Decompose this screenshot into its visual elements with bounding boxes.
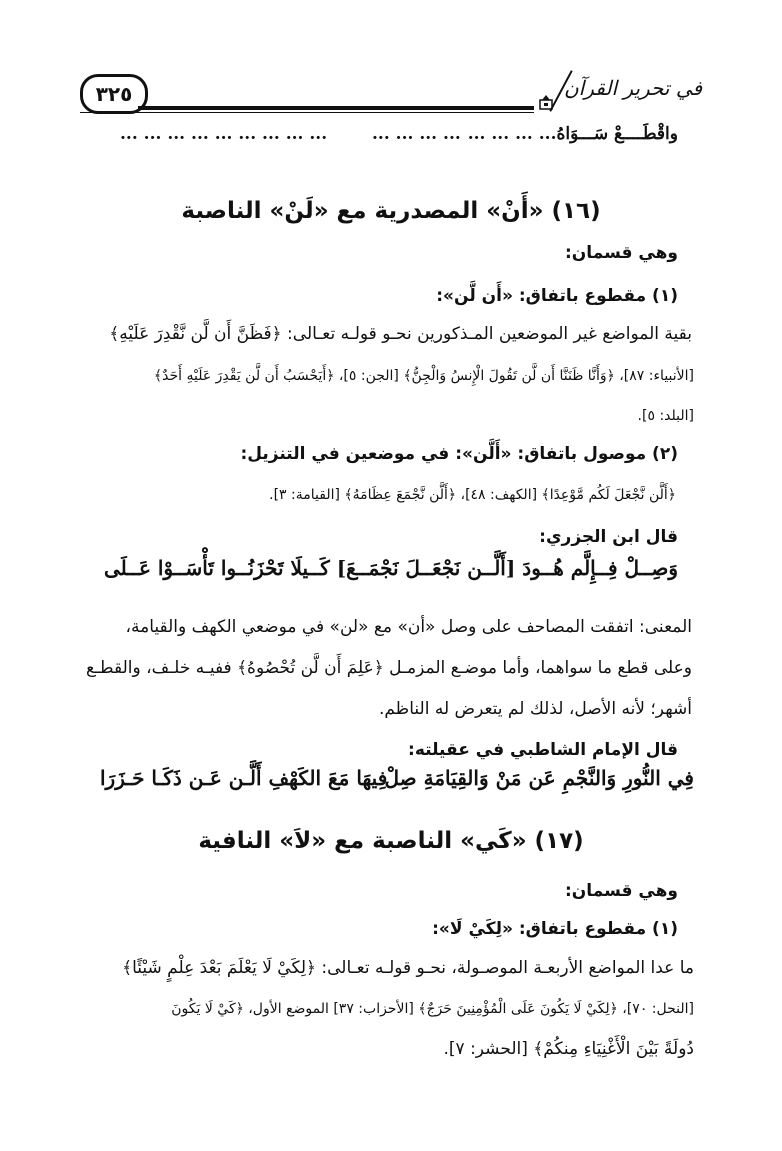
section-16-part1-title: (١) مقطوع باتفاق: «أَن لَّن»: [436, 286, 678, 306]
section-17-line-3: دُولَةً بَيْنَ الْأَغْنِيَاءِ مِنكُمْ﴾ [الحشر: ٧]. [443, 1039, 694, 1059]
shatibi-label: قال الإمام الشاطبي في عقيلته: [408, 740, 678, 760]
section-16-intro: وهي قسمان: [565, 243, 678, 263]
section-16-part1-line3: [البلد: ٥]. [637, 408, 694, 424]
book-title: في تحرير القرآن [563, 76, 703, 100]
meaning-line-1: المعنى: اتفقت المصاحف على وصل «أن» مع «لن» في موضعي الكهف والقيامة، [125, 617, 692, 637]
section-17-part1-title: (١) مقطوع باتفاق: «لِكَيْ لَا»: [432, 919, 678, 939]
page-number: ٣٢٥ [80, 74, 148, 114]
section-17-line-2: [النحل: ٧٠]، ﴿لِكَيْ لَا يَكُونَ عَلَى الْمُؤْمِنِينَ حَرَجٌ﴾ [الأحزاب: ٣٧] الموضع الأول، ﴿كَيْ لَا يَكُونَ [171, 1001, 694, 1017]
meaning-line-3: أشهر؛ لأنه الأصل، لذلك لم يتعرض له الناظم. [378, 699, 692, 719]
section-16-heading: (١٦) «أَنْ» المصدرية مع «لَنْ» الناصبة [181, 198, 601, 224]
header-rule-thin [80, 112, 534, 113]
jazari-label: قال ابن الجزري: [539, 527, 678, 547]
verse-dots-middle: ... ... ... ... [372, 124, 461, 144]
section-16-part1-line2: [الأنبياء: ٨٧]، ﴿وَأَنَّا ظَنَنَّا أَن لَّن تَقُولَ الْإِنسُ وَالْجِنُّ﴾ [الجن: ٥]، ﴿أَيَحْسَبُ أَن لَّن يَقْدِرَ عَلَيْهِ أَحَدٌ﴾ [153, 368, 694, 384]
section-17-heading: (١٧) «كَي» الناصبة مع «لاَ» النافية [198, 828, 584, 854]
verse-dots-left: ... ... ... ... ... ... ... ... ... [120, 124, 328, 144]
section-16-part2-title: (٢) موصول باتفاق: «أَلَّن»: في موضعين في التنزيل: [240, 444, 678, 464]
section-17-intro: وهي قسمان: [565, 881, 678, 901]
verse-continuation: واقْطَــــعْ سَـــوَاهُ... ... ... ... [467, 124, 678, 144]
shatibi-verse-right: فِي النُّورِ وَالنَّجْمِ عَن مَنْ وَالقِيَامَةِ صِلْ [384, 766, 694, 790]
meaning-line-2: وعلى قطع ما سواهما، وأما موضـع المزمـل ﴿عَلِمَ أَن لَّن تُحْصُوهُ﴾ ففيـه خلـف، والقطـع [86, 658, 692, 678]
header-rule [138, 106, 534, 110]
section-16-part2-line: ﴿أَلَّن نَّجْعَلَ لَكُم مَّوْعِدًا﴾ [الكهف: ٤٨]، ﴿أَلَّن نَّجْمَعَ عِظَامَهُ﴾ [القيامة: ٣]. [269, 487, 676, 503]
section-16-part1-line1: بقية المواضع غير الموضعين المـذكورين نحـو قولـه تعـالى: ﴿فَظَنَّ أَن لَّن نَّقْدِرَ عَلَيْهِ﴾ [109, 324, 692, 344]
jazari-verse-left: نَجْمَــعَ] كَــيلَا تَحْزَنُــوا تَأْسَــوْا عَــلَى [104, 556, 399, 580]
section-17-line-1: ما عدا المواضع الأربعـة الموصـولة، نحـو قولـه تعـالى: ﴿لِكَيْ لَا يَعْلَمَ بَعْدَ عِلْمٍ شَيْئًا﴾ [122, 958, 694, 978]
shatibi-verse-left: فِيهَا مَعَ الكَهْفِ أَلَّـن عَـن ذَكَـا حَـزَرَا [100, 766, 388, 790]
jazari-verse-right: وَصِــلْ فِــإِلَّم هُــودَ [أَلَّــن نَجْعَــلَ [405, 556, 678, 580]
